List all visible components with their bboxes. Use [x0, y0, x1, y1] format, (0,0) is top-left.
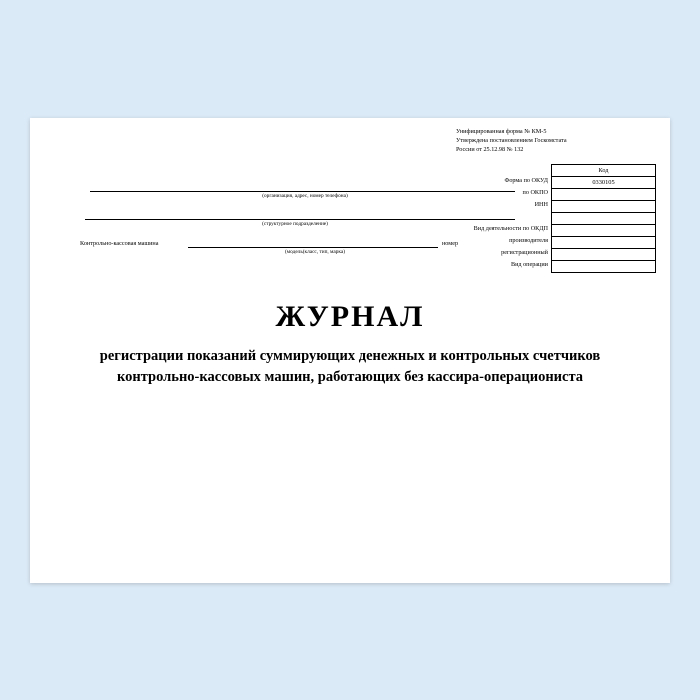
- form-reference-line-1: Унифицированная форма № КМ-5: [456, 128, 547, 135]
- machine-model-line[interactable]: [188, 247, 438, 248]
- code-label-producer: производителя: [509, 237, 548, 244]
- code-label-okud: Форма по ОКУД: [504, 177, 548, 184]
- subdivision-field-line[interactable]: [85, 219, 515, 220]
- form-reference-block: [456, 128, 656, 155]
- machine-number-label: номер: [442, 240, 459, 247]
- code-value-okud: 0330105: [552, 177, 656, 189]
- table-row: [552, 225, 656, 237]
- code-label-operation: Вид операции: [510, 261, 548, 268]
- code-value-okpo: [552, 189, 656, 201]
- code-label-okdp: Вид деятельности по ОКДП: [473, 225, 548, 232]
- table-row: [552, 249, 656, 261]
- organization-field-caption: (организация, адрес, номер телефона): [262, 193, 348, 199]
- code-value-registration: [552, 249, 656, 261]
- page-title: ЖУРНАЛ: [275, 300, 425, 333]
- code-value-producer: [552, 237, 656, 249]
- page-subtitle: регистрации показаний суммирующих денежных и контрольных счетчиков контрольно-кассовых машин, работающих без кассира-операциониста: [99, 348, 601, 386]
- code-table: [551, 164, 656, 273]
- document-page: [30, 118, 670, 583]
- form-reference-line-2: Утверждена постановлением Госкомстата: [456, 136, 567, 144]
- code-value-blank: [552, 213, 656, 225]
- code-label-inn: ИНН: [534, 201, 548, 208]
- machine-label: Контрольно-кассовая машина: [80, 240, 159, 247]
- table-row: [552, 177, 656, 189]
- code-label-okpo: по ОКПО: [522, 189, 548, 196]
- organization-field-line[interactable]: [90, 191, 515, 192]
- code-table-header-cell: Код: [552, 165, 656, 177]
- code-label-registration: регистрационный: [501, 249, 548, 256]
- table-row: [552, 237, 656, 249]
- code-value-okdp: [552, 225, 656, 237]
- form-reference-line-3: России от 25.12.98 № 132: [456, 145, 524, 153]
- document-body: [30, 118, 670, 583]
- machine-model-caption: (модель(класс, тип, марка): [285, 249, 345, 255]
- table-row: [552, 201, 656, 213]
- table-row: [552, 213, 656, 225]
- table-row: [552, 189, 656, 201]
- subdivision-field-caption: (структурное подразделение): [262, 221, 328, 227]
- code-value-inn: [552, 201, 656, 213]
- code-value-operation-type: [552, 261, 656, 273]
- code-table-header-row: [552, 165, 656, 177]
- table-row: [552, 261, 656, 273]
